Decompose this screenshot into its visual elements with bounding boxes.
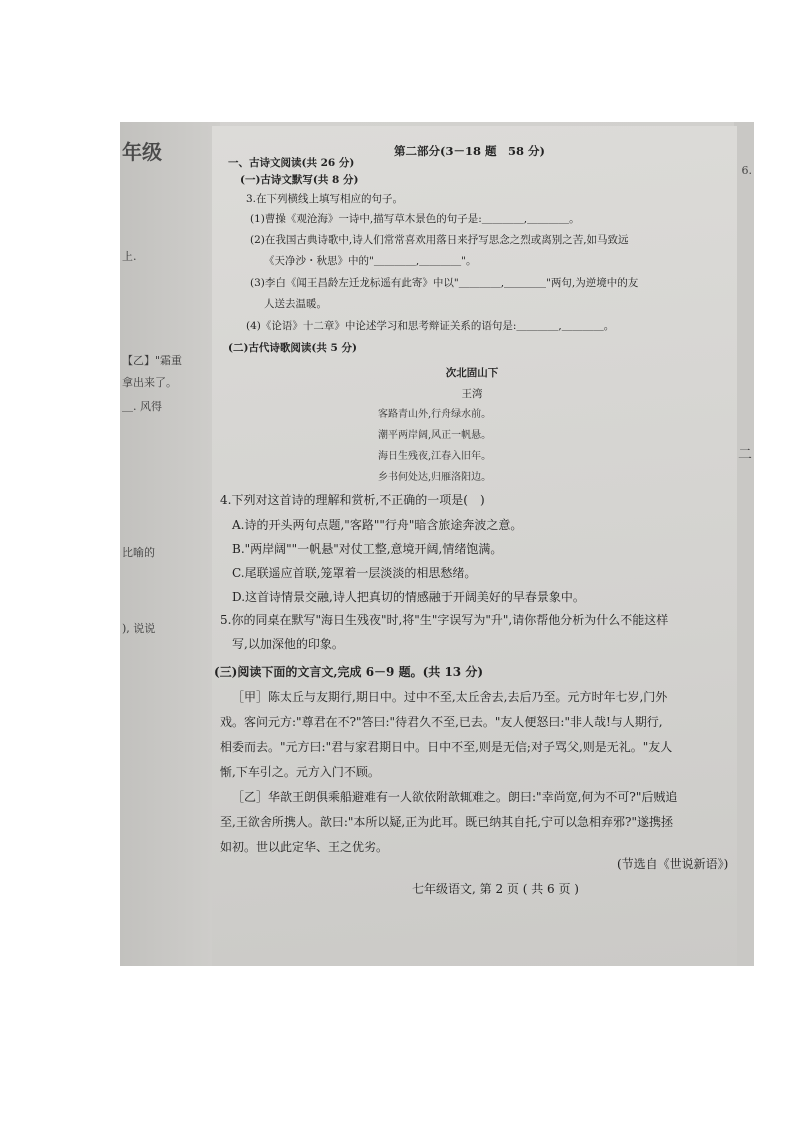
passage-jia-line: 相委而去。"元方曰:"君与家君期日中。日中不至,则是无信;对子骂父,则是无礼。"友人 bbox=[220, 740, 673, 754]
passage-jia-line: 惭,下车引之。元方入门不顾。 bbox=[220, 765, 380, 779]
photographed-page bbox=[120, 122, 754, 966]
poem-line: 潮平两岸阔,风正一帆悬。 bbox=[378, 430, 492, 441]
poem-title: 次北固山下 bbox=[445, 367, 499, 379]
question-4-stem: 4.下列对这首诗的理解和赏析,不正确的一项是( ) bbox=[220, 493, 485, 507]
gutter-fragment: 【乙】"霜重 bbox=[122, 354, 183, 367]
gutter-grade: 年级 bbox=[122, 140, 162, 164]
next-page-edge bbox=[734, 122, 754, 966]
part-title: 第二部分(3－18 题 58 分) bbox=[394, 144, 545, 158]
question-3-item-3-cont: 人送去温暖。 bbox=[264, 298, 327, 310]
question-4-option-d: D.这首诗情景交融,诗人把真切的情感融于开阔美好的早春景象中。 bbox=[232, 590, 585, 604]
subsection-heading: (三)阅读下面的文言文,完成 6－9 题。(共 13 分) bbox=[214, 665, 483, 679]
question-4-option-c: C.尾联遥应首联,笼罩着一层淡淡的相思愁绪。 bbox=[232, 566, 477, 580]
question-3-item-2-cont: 《天净沙・秋思》中的"＿＿＿＿,＿＿＿＿"。 bbox=[264, 255, 477, 267]
question-5-cont: 写,以加深他的印象。 bbox=[232, 637, 344, 651]
gutter-fragment: 比喻的 bbox=[122, 546, 155, 559]
poem-line: 客路青山外,行舟绿水前。 bbox=[378, 409, 492, 420]
question-4-option-a: A.诗的开头两句点题,"客路""行舟"暗含旅途奔波之意。 bbox=[232, 518, 523, 532]
question-3-item-1: (1)曹操《观沧海》一诗中,描写草木景色的句子是:＿＿＿＿,＿＿＿＿。 bbox=[250, 213, 580, 225]
passage-yi-line: 至,王欲舍所携人。歆曰:"本所以疑,正为此耳。既已纳其自托,宁可以急相弃邪?"遂携拯 bbox=[220, 815, 673, 829]
poem-line: 海日生残夜,江春入旧年。 bbox=[378, 451, 492, 462]
question-3-item-3: (3)李白《闻王昌龄左迁龙标遥有此寄》中以"＿＿＿＿,＿＿＿＿"两句,为逆境中的友 bbox=[250, 277, 639, 289]
subsection-heading: (二)古代诗歌阅读(共 5 分) bbox=[228, 342, 357, 354]
passage-jia-line: ［甲］陈太丘与友期行,期日中。过中不至,太丘舍去,去后乃至。元方时年七岁,门外 bbox=[232, 690, 668, 704]
passage-yi-line: ［乙］华歆王朗俱乘船避难有一人欲依附歆辄难之。朗曰:"幸尚宽,何为不可?"后贼追 bbox=[232, 790, 678, 804]
section-heading: 一、古诗文阅读(共 26 分) bbox=[228, 157, 355, 169]
page-footer: 七年级语文, 第 2 页 ( 共 6 页 ) bbox=[412, 882, 579, 896]
exam-page bbox=[212, 126, 737, 966]
subsection-heading: (一)古诗文默写(共 8 分) bbox=[240, 174, 359, 186]
question-5: 5.你的同桌在默写"海日生残夜"时,将"生"字误写为"升",请你帮他分析为什么不能这样 bbox=[220, 613, 669, 627]
gutter-fragment: 拿出来了。 bbox=[122, 376, 177, 389]
passage-yi-line: 如初。世以此定华、王之优劣。 bbox=[220, 840, 389, 854]
passage-source: (节选自《世说新语》) bbox=[617, 857, 729, 871]
question-3-item-2: (2)在我国古典诗歌中,诗人们常常喜欢用落日来抒写思念之烈或离别之苦,如马致远 bbox=[250, 234, 629, 246]
gutter-fragment: 上. bbox=[122, 250, 137, 263]
passage-jia-line: 戏。客问元方:"尊君在不?"答曰:"待君久不至,已去。"友人便怒曰:"非人哉!与人期行, bbox=[220, 715, 663, 729]
question-3-stem: 3.在下列横线上填写相应的句子。 bbox=[246, 193, 404, 205]
poem-author: 王湾 bbox=[461, 388, 483, 400]
gutter-fragment: ＿. 风得 bbox=[122, 400, 162, 413]
gutter-fragment: ), 说说 bbox=[122, 622, 156, 635]
question-4-option-b: B."两岸阔""一帆悬"对仗工整,意境开阔,情绪饱满。 bbox=[232, 542, 503, 556]
gutter-fragment: 6. bbox=[741, 164, 752, 177]
poem-line: 乡书何处达,归雁洛阳边。 bbox=[378, 472, 492, 483]
question-3-item-4: (4)《论语》十二章》中论述学习和思考辩证关系的语句是:＿＿＿＿,＿＿＿＿。 bbox=[246, 320, 615, 332]
gutter-fragment: 二 bbox=[738, 447, 752, 463]
